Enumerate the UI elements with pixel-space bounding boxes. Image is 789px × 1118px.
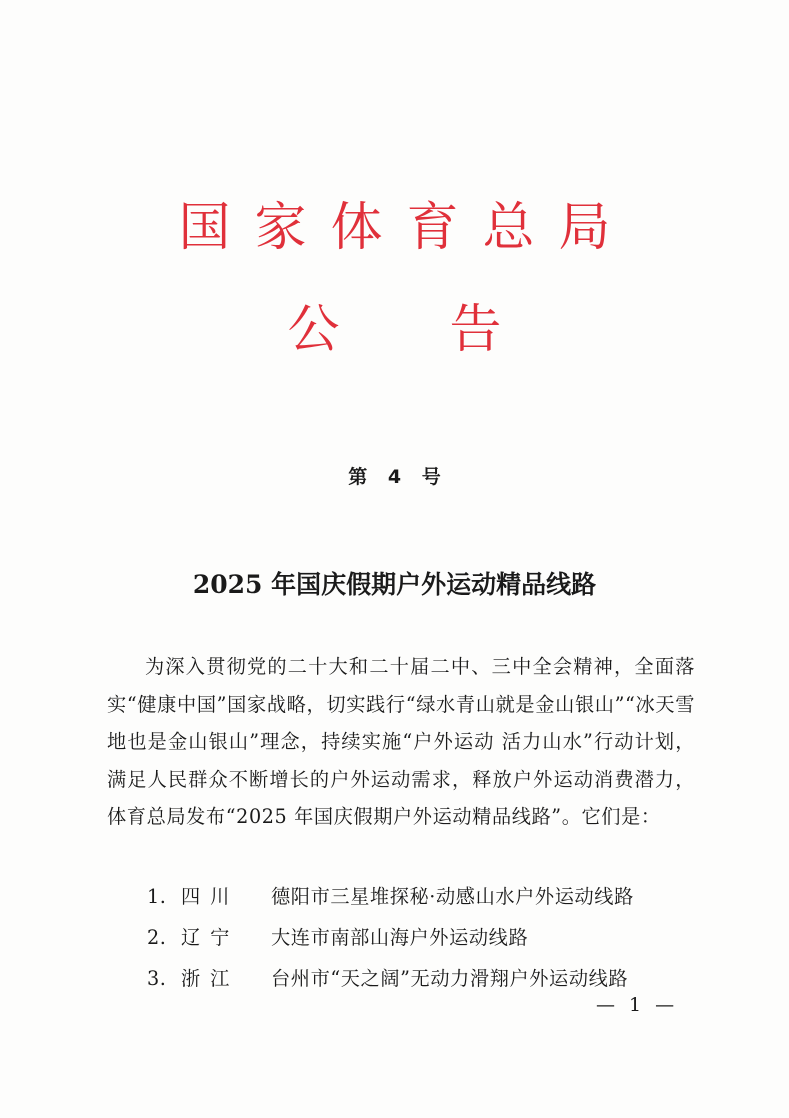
list-item [147, 917, 634, 958]
route-name: 大连市南部山海户外运动线路 [271, 926, 529, 949]
route-number: 2. [147, 926, 167, 949]
document-title: 2025 年国庆假期户外运动精品线路 [192, 570, 597, 599]
route-name: 台州市“天之阔”无动力滑翔户外运动线路 [271, 967, 629, 990]
organization-header: 国家体育总局 [178, 198, 635, 258]
route-province: 四川 [181, 885, 240, 908]
route-province: 浙江 [181, 967, 240, 990]
route-number: 3. [147, 967, 167, 990]
route-name: 德阳市三星堆探秘·动感山水户外运动线路 [271, 885, 634, 908]
page-number: — 1 — [596, 994, 675, 1016]
route-province: 辽宁 [181, 926, 240, 949]
list-item [147, 876, 634, 917]
list-item [147, 958, 634, 999]
document-type-heading: 公告 [287, 300, 612, 360]
document-number: 第 4 号 [348, 466, 441, 488]
route-number: 1. [147, 885, 167, 908]
body-paragraph: 为深入贯彻党的二十大和二十届二中、三中全会精神，全面落实“健康中国”国家战略，切实践行“绿水青山就是金山银山”“冰天雪地也是金山银山”理念，持续实施“户外运动 活力山水”行动计划，满足人民群众不断增长的户外运动需求，释放户外运动消费潜力，体育总局发布“2025 年国庆假期户外运动精品线路”。它们是： [107, 655, 695, 828]
route-list [147, 876, 634, 999]
